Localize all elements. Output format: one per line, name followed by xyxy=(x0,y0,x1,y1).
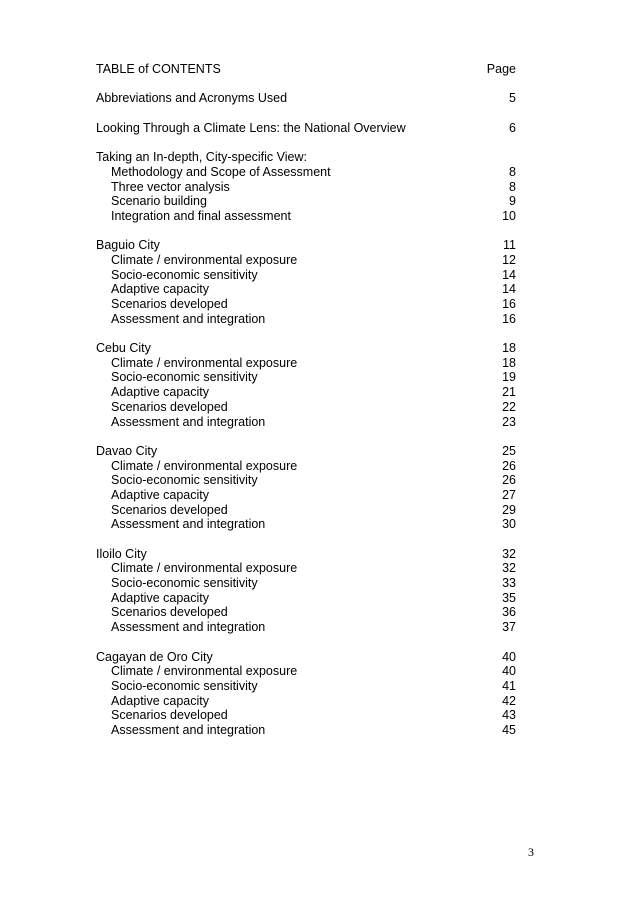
toc-entry xyxy=(96,547,516,562)
toc-subentry xyxy=(96,605,516,620)
toc-entry-page: 32 xyxy=(502,561,516,576)
toc-entry-page: 8 xyxy=(509,179,516,194)
toc-entry-label: Abbreviations and Acronyms Used xyxy=(96,91,288,106)
toc-entry-label: Scenarios developed xyxy=(111,708,228,723)
toc-entry-page: 19 xyxy=(502,370,516,385)
toc-entry-label: Socio-economic sensitivity xyxy=(111,370,258,385)
toc-entry-page: 40 xyxy=(502,649,516,664)
toc-title: TABLE of CONTENTS xyxy=(96,62,221,76)
toc-entry-page: 32 xyxy=(502,546,516,561)
toc-entry-label: Socio-economic sensitivity xyxy=(111,267,258,282)
section-spacer xyxy=(96,532,516,547)
page-column-header: Page xyxy=(486,62,516,76)
section-spacer xyxy=(96,326,516,341)
toc-entry-page: 37 xyxy=(502,620,516,635)
toc-subentry xyxy=(96,400,516,415)
toc-entry-label: Adaptive capacity xyxy=(111,590,209,605)
toc-entry xyxy=(96,150,516,165)
toc-entry-label: Adaptive capacity xyxy=(111,487,209,502)
toc-entry-page: 8 xyxy=(509,164,516,179)
page-number: 3 xyxy=(528,845,534,859)
toc-entry-page: 16 xyxy=(502,297,516,311)
toc-entry-page: 41 xyxy=(502,678,516,693)
toc-subentry xyxy=(96,473,516,488)
toc-entry-page: 5 xyxy=(509,91,516,106)
toc-entry-label: Adaptive capacity xyxy=(111,693,209,708)
toc-subentry xyxy=(96,194,516,209)
toc-subentry xyxy=(96,253,516,268)
toc-subentry xyxy=(96,297,516,312)
section-spacer xyxy=(96,224,516,239)
toc-entry-label: Scenarios developed xyxy=(111,297,228,311)
toc-subentry xyxy=(96,209,516,224)
toc-entry-label: Assessment and integration xyxy=(111,311,266,326)
toc-entry-label: Iloilo City xyxy=(96,546,147,561)
toc-entry-label: Integration and final assessment xyxy=(111,208,291,223)
toc-entry xyxy=(96,650,516,665)
toc-entry-page: 40 xyxy=(502,664,516,679)
table-of-contents xyxy=(96,62,516,738)
toc-header xyxy=(96,62,516,77)
toc-subentry xyxy=(96,488,516,503)
toc-subentry xyxy=(96,561,516,576)
toc-entry-label: Climate / environmental exposure xyxy=(111,355,298,370)
toc-subentry xyxy=(96,385,516,400)
toc-subentry xyxy=(96,576,516,591)
toc-entry xyxy=(96,91,516,106)
toc-entry xyxy=(96,121,516,136)
toc-entry-page: 18 xyxy=(502,341,516,356)
toc-subentry xyxy=(96,694,516,709)
toc-subentry xyxy=(96,312,516,327)
toc-entry-page: 18 xyxy=(502,355,516,370)
toc-entry-label: Baguio City xyxy=(96,238,160,253)
toc-entry xyxy=(96,444,516,459)
toc-entry-page: 9 xyxy=(509,194,516,209)
toc-entry-label: Scenarios developed xyxy=(111,605,228,620)
toc-entry-page: 22 xyxy=(502,399,516,414)
toc-entry-page: 26 xyxy=(502,458,516,473)
toc-entry-label: Three vector analysis xyxy=(111,179,230,194)
toc-subentry xyxy=(96,517,516,532)
toc-subentry xyxy=(96,620,516,635)
toc-entry-page: 12 xyxy=(502,252,516,267)
toc-entry-page: 36 xyxy=(502,605,516,620)
section-spacer xyxy=(96,135,516,150)
toc-entry-label: Adaptive capacity xyxy=(111,385,209,400)
toc-entry-page: 33 xyxy=(502,576,516,591)
section-spacer xyxy=(96,429,516,444)
toc-entry-page: 30 xyxy=(502,517,516,532)
toc-entry-page: 6 xyxy=(509,120,516,135)
section-spacer xyxy=(96,635,516,650)
toc-entry-label: Socio-economic sensitivity xyxy=(111,576,258,591)
toc-entry-label: Climate / environmental exposure xyxy=(111,561,298,576)
toc-entry-page: 14 xyxy=(502,267,516,282)
toc-subentry xyxy=(96,268,516,283)
toc-entry xyxy=(96,238,516,253)
toc-entry-page: 25 xyxy=(502,443,516,458)
toc-entry-page: 27 xyxy=(502,487,516,502)
toc-entry-label: Cagayan de Oro City xyxy=(96,649,213,664)
toc-entry-label: Adaptive capacity xyxy=(111,282,209,297)
toc-entry-label: Assessment and integration xyxy=(111,517,266,532)
toc-entry-page: 43 xyxy=(502,708,516,723)
toc-entry-page: 45 xyxy=(502,722,516,737)
toc-entry-label: Davao City xyxy=(96,443,158,458)
toc-entry-page: 10 xyxy=(502,208,516,223)
toc-subentry xyxy=(96,708,516,723)
toc-entry-page: 35 xyxy=(502,590,516,605)
toc-entry-label: Scenarios developed xyxy=(111,502,228,517)
toc-subentry xyxy=(96,591,516,606)
section-spacer xyxy=(96,77,516,92)
toc-entry-page: 21 xyxy=(502,385,516,400)
toc-entry-page: 14 xyxy=(502,282,516,297)
toc-subentry xyxy=(96,415,516,430)
toc-subentry xyxy=(96,165,516,180)
toc-entry-label: Assessment and integration xyxy=(111,414,266,429)
toc-entry-label: Cebu City xyxy=(96,341,151,356)
toc-subentry xyxy=(96,459,516,474)
toc-entry-page: 42 xyxy=(502,693,516,708)
toc-subentry xyxy=(96,356,516,371)
toc-entry-label: Socio-economic sensitivity xyxy=(111,473,258,488)
toc-subentry xyxy=(96,679,516,694)
toc-entry-label: Methodology and Scope of Assessment xyxy=(111,164,331,179)
toc-subentry xyxy=(96,503,516,518)
section-spacer xyxy=(96,106,516,121)
toc-entry-label: Scenario building xyxy=(111,194,207,209)
toc-entry xyxy=(96,341,516,356)
toc-entry-label: Assessment and integration xyxy=(111,722,266,737)
toc-entries xyxy=(96,77,516,738)
toc-entry-label: Socio-economic sensitivity xyxy=(111,678,258,693)
toc-entry-label: Looking Through a Climate Lens: the National Overview xyxy=(96,120,406,135)
toc-entry-page: 11 xyxy=(503,238,516,253)
toc-subentry xyxy=(96,370,516,385)
toc-entry-page: 26 xyxy=(502,473,516,488)
toc-entry-label: Climate / environmental exposure xyxy=(111,664,298,679)
toc-subentry xyxy=(96,282,516,297)
toc-entry-label: Assessment and integration xyxy=(111,620,266,635)
toc-entry-label: Climate / environmental exposure xyxy=(111,252,298,267)
toc-entry-label: Taking an In-depth, City-specific View: xyxy=(96,150,307,165)
toc-entry-label: Scenarios developed xyxy=(111,399,228,414)
toc-subentry xyxy=(96,723,516,738)
toc-subentry xyxy=(96,664,516,679)
toc-subentry xyxy=(96,180,516,195)
toc-entry-page: 23 xyxy=(502,414,516,429)
toc-entry-page: 29 xyxy=(502,502,516,517)
toc-entry-page: 16 xyxy=(502,311,516,326)
toc-entry-label: Climate / environmental exposure xyxy=(111,458,298,473)
